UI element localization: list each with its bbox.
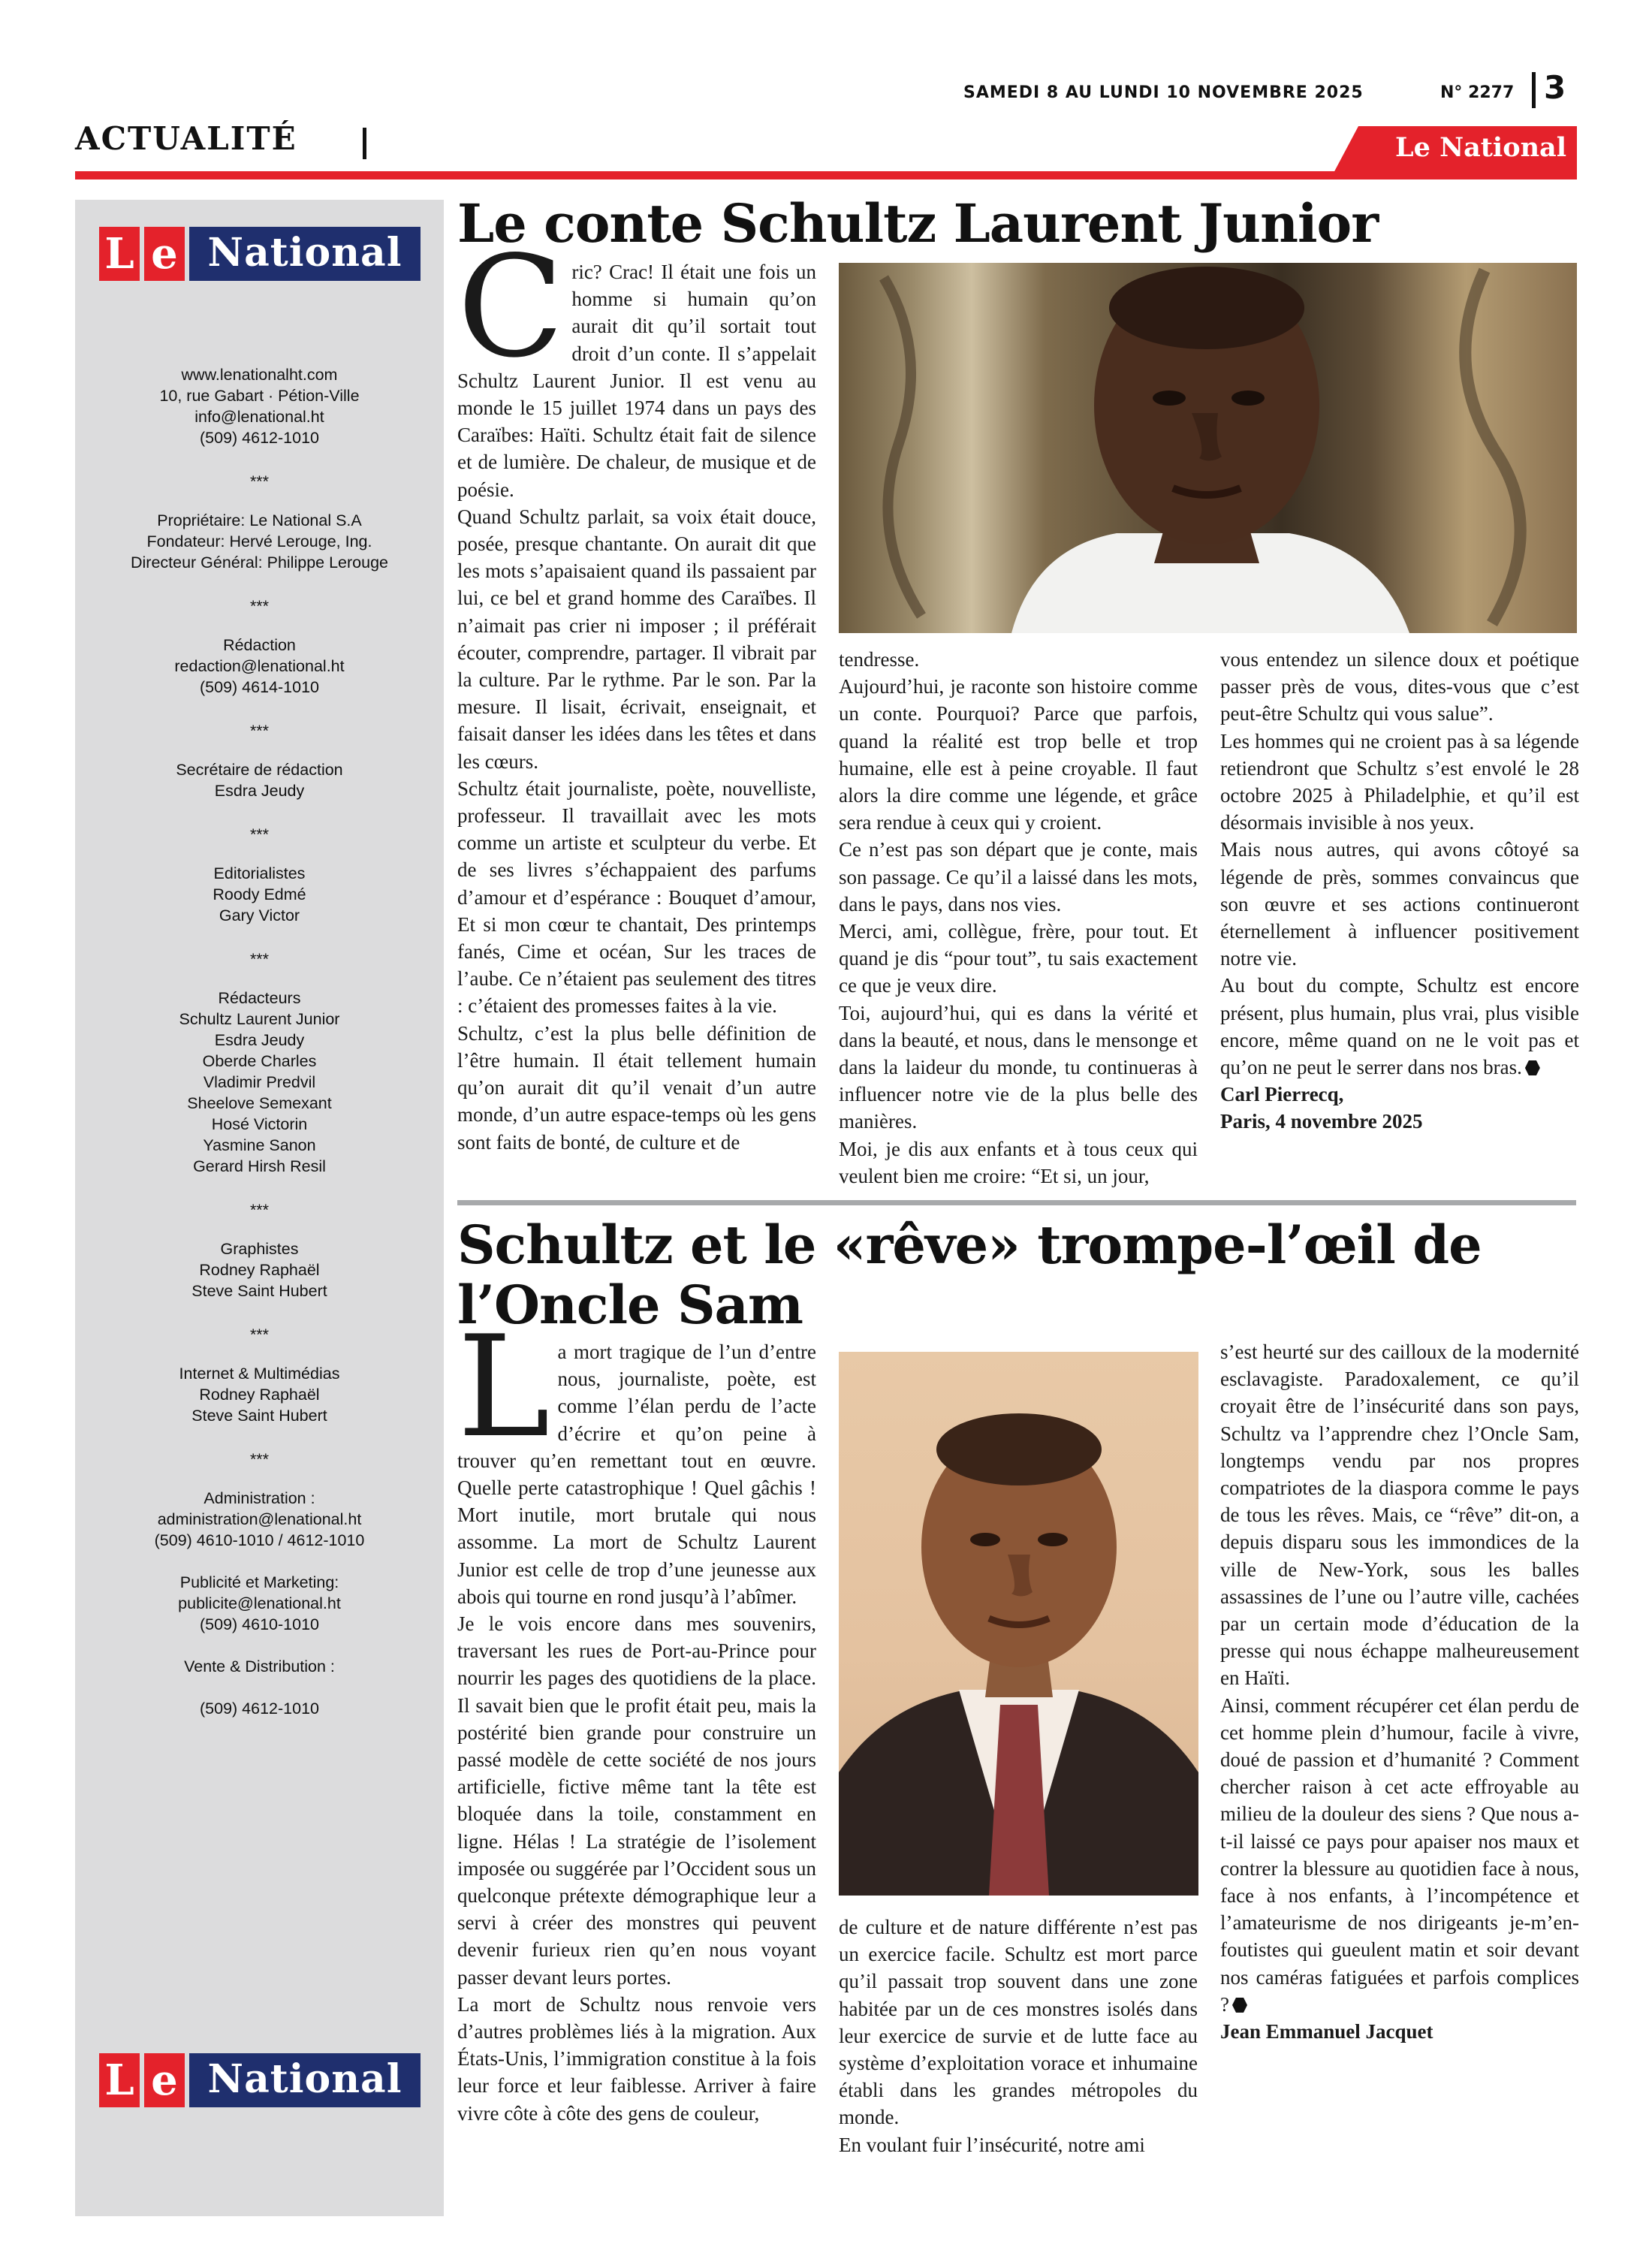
article2-last-paragraph — [1220, 1692, 1579, 2018]
article2-paragraph: de culture et de nature différente n’est pas un exercice facile. Schultz est mort parce qu’il passait trop souvent dans une zone habitée par un de ces monstres isolés dans leur exercice de survie et de lutte face au système d’exploitation vorace et inhumaine établi dans les grandes métropoles du monde. — [839, 1916, 1198, 2129]
staff-line: Editorialistes — [213, 864, 306, 882]
article2-paragraph: La mort de Schultz nous renvoie vers d’autres problèmes liés à la migration. Aux États-Unis, l’immigration constitue à la fois leur force et leur faiblesse. Arriver à faire vivre côte à côte des gens de couleur, — [457, 1992, 816, 2125]
article2-paragraph: Ainsi, comment récupérer cet élan perdu de cet homme plein d’humour, facile à vivre, doué de passion et d’humanité ? Comment chercher raison à cet acte effroyable au milieu de la douleur des siens ? Que nous a-t-il laissé ce pays pour apaiser nos maux et contrer la blessure au quotidien face à nous, face à nos enfants, à l’incompétence et l’amateurisme de nos dirigeants je-m’en-foutistes qui gueulent matin et soir devant nos caméras fatiguées et parfois complices ? — [1220, 1694, 1579, 2016]
end-of-article-icon — [1525, 1060, 1540, 1075]
logo-letter-l: L — [99, 227, 140, 281]
staff-separator: *** — [249, 1450, 270, 1468]
end-of-article-icon — [1232, 1998, 1247, 2013]
article1-paragraph: Schultz, c’est la plus belle définition de l’être humain. Il était tellement humain qu’on aurait dit qu’il venait d’un autre monde, d’un autre espace-temps où les gens sont faits de bonté, de culture et de — [457, 1021, 816, 1154]
staff-line: Internet & Multimédias — [179, 1365, 340, 1383]
logo-top — [99, 227, 421, 281]
article1-paragraph: Moi, je dis aux enfants et à tous ceux qui veulent bien me croire: “Et si, un jour, — [839, 1137, 1198, 1187]
article1-paragraph: Toi, aujourd’hui, qui es dans la vérité et dans la beauté, et nous, dans le mensonge et dans la laideur du monde, tu continueras à influencer notre vie de la plus belle des manières. — [839, 1001, 1198, 1133]
logo-word: National — [189, 227, 421, 281]
staff-line: (509) 4612-1010 — [200, 1700, 319, 1718]
article2-paragraph: a mort tragique de l’un d’entre nous, journaliste, poète, est comme l’élan perdu de l’acte d’écrire et qu’on peine à trouver qu’en remettant tout en œuvre. Quelle perte catastrophique ! Quel gâchis ! Mort inutile, mort brutale qui nous assomme. La mort de Schultz Laurent Junior est celle de trop d’une jeunesse aux abois qui tourne en rond jusqu’à l’abîmer. — [457, 1341, 816, 1608]
staff-line: Gary Victor — [219, 906, 300, 924]
staff-line: publicite@lenational.ht — [178, 1594, 341, 1612]
staff-line: Vente & Distribution : — [184, 1657, 335, 1675]
article1-paragraph: Quand Schultz parlait, sa voix était douce, posée, presque chantante. On aurait dit que les mots s’apaisaient quand ils passaient par lui, ce bel et grand homme des Caraïbes. Il n’aimait pas crier ni imposer ; il préférait écouter, comprendre, partager. Il vibrait par la culture. Par le rythme. Par le son. Par la mesure. Il lisait, écrivait, enseignait, et faisait danser les idées dans les têtes et dans les cœurs. — [457, 505, 816, 773]
staff-line: Schultz Laurent Junior — [179, 1010, 340, 1028]
article1-column-3 — [1220, 646, 1579, 1136]
staff-line: Steve Saint Hubert — [191, 1407, 327, 1425]
staff-line — [75, 1677, 444, 1698]
article1-paragraph: Merci, ami, collègue, frère, pour tout. Et quand je dis “pour tout”, tu sais exactement ce que je veux dire. — [839, 920, 1198, 997]
staff-line: Publicité et Marketing: — [179, 1573, 339, 1591]
staff-line — [75, 1635, 444, 1656]
section-divider — [363, 128, 366, 159]
staff-line: Rédacteurs — [218, 989, 301, 1007]
article-divider — [457, 1200, 1576, 1205]
staff-line: redaction@lenational.ht — [174, 657, 345, 675]
staff-line: administration@lenational.ht — [157, 1510, 362, 1528]
staff-box — [75, 364, 444, 1719]
staff-line: Secrétaire de rédaction — [176, 761, 343, 779]
staff-line: Oberde Charles — [202, 1052, 317, 1070]
staff-line: Vladimir Predvil — [203, 1073, 316, 1091]
page-number: 3 — [1544, 69, 1566, 106]
article1-paragraph: ric? Crac! Il était une fois un homme si humain qu’on aurait dit qu’il sortait tout droit d’un conte. Il s’appelait Schultz Laurent Junior. Il est venu au monde le 15 juillet 1974 dans un pays des Caraïbes: Haïti. Schultz était fait de silence et de lumière. De chaleur, de musique et de poésie. — [457, 261, 816, 501]
article1-paragraph: Les hommes qui ne croient pas à sa légende retiendront que Schultz s’est envolé le 28 octobre 2025 à Philadelphie, et qu’il est désormais invisible à nos yeux. — [1220, 729, 1579, 834]
article2-paragraph: s’est heurté sur des cailloux de la modernité esclavagiste. Paradoxalement, ce qu’il croyait être de l’insécurité dans son pays, Schultz va l’apprendre chez l’Oncle Sam, longtemps vendu par nos propres compatriotes de la diaspora comme le pays de tous les rêves. Mais, ce “rêve” dit-on, a depuis disparu sous les immondices de la ville de New-York, sous les balles assassines de l’une ou l’autre ville, cachées par un certain mode d’éducation de la presse qui nous échappe malheureusement en Haïti. — [1220, 1341, 1579, 1690]
article1-dropcap: C — [457, 225, 565, 388]
staff-separator: *** — [249, 1326, 270, 1344]
article1-paragraph: Aujourd’hui, je raconte son histoire comme un conte. Pourquoi? Parce que parfois, quand la réalité est trop belle et trop humaine, elle est à peine croyable. Il faut alors la dire comme une légende, et grâce sera rendue à ceux qui y croient. — [839, 675, 1198, 834]
staff-line: Rédaction — [223, 636, 296, 654]
staff-separator: *** — [249, 597, 270, 615]
article1-paragraph: Ce n’est pas son départ que je conte, mais son passage. Ce qu’il a laissé dans les mots, dans le pays, dans nos vies. — [839, 838, 1198, 915]
article1-paragraph: Au bout du compte, Schultz est encore présent, plus humain, plus vrai, plus visible encore, même quand on ne le voit pas et qu’on ne peut le serrer dans nos bras. — [1220, 974, 1579, 1079]
article1-author: Carl Pierrecq, — [1220, 1083, 1344, 1106]
article2-photo — [839, 1352, 1198, 1896]
article1-paragraph: vous entendez un silence doux et poétique passer près de vous, dites-vous que c’est peut-être Schultz qui vous salue”. — [1220, 648, 1579, 725]
staff-line: Administration : — [203, 1489, 315, 1507]
staff-line: Esdra Jeudy — [214, 1031, 305, 1049]
article1-headline: Le conte Schultz Laurent Junior — [457, 192, 1379, 255]
portrait-photo — [839, 263, 1577, 633]
staff-line: 10, rue Gabart · Pétion-Ville — [159, 387, 360, 405]
article2-column-3 — [1220, 1338, 1579, 2045]
article2-paragraph: En voulant fuir l’insécurité, notre ami — [839, 2133, 1145, 2156]
staff-line: Propriétaire: Le National S.A — [157, 511, 362, 529]
article2-column-1 — [457, 1305, 816, 2127]
staff-line: (509) 4614-1010 — [200, 678, 319, 696]
brand-tab-label: Le National — [1395, 132, 1566, 163]
staff-line: Rodney Raphaël — [199, 1386, 320, 1404]
staff-line: Roody Edmé — [213, 885, 306, 903]
staff-separator: *** — [249, 472, 270, 490]
article1-paragraph: Schultz était journaliste, poète, nouvelliste, professeur. Il travaillait avec les mots comme un artiste et sculpteur du verbe. Et de ses livres s’échappaient des parfums d’amour et d’espérance : Bouquet d’amour, Et si mon cœur te chantait, Des printemps fanés, Cime et océan, Sur les traces de l’aube. Ce n’étaient pas seulement des titres : c’étaient des promesses faites à la vie. — [457, 777, 816, 1018]
article1-paragraph: tendresse. — [839, 648, 920, 671]
staff-line: Esdra Jeudy — [214, 782, 305, 800]
article1-column-1 — [457, 225, 816, 1156]
logo-word: National — [189, 2053, 421, 2107]
staff-line: (509) 4610-1010 / 4612-1010 — [154, 1531, 365, 1549]
staff-line: Fondateur: Hervé Lerouge, Ing. — [146, 532, 372, 550]
staff-line: Graphistes — [220, 1240, 299, 1258]
issue-number: N° 2277 — [1440, 83, 1515, 102]
staff-separator: *** — [249, 950, 270, 968]
staff-line: Steve Saint Hubert — [191, 1282, 327, 1300]
logo-letter-e: e — [144, 227, 185, 281]
staff-line: Sheelove Semexant — [187, 1094, 332, 1112]
header-rule — [75, 171, 1577, 179]
staff-separator: *** — [249, 825, 270, 843]
staff-line: (509) 4610-1010 — [200, 1615, 319, 1633]
portrait-photo-sepia — [839, 1352, 1198, 1896]
logo-letter-e: e — [144, 2053, 185, 2107]
staff-line: Directeur Général: Philippe Lerouge — [130, 553, 388, 572]
staff-line: Rodney Raphaël — [199, 1261, 320, 1279]
logo-bottom — [99, 2053, 421, 2107]
header-divider — [1532, 72, 1536, 108]
article1-photo — [839, 263, 1577, 633]
staff-line — [75, 1551, 444, 1572]
article2-paragraph: Je le vois encore dans mes souvenirs, traversant les rues de Port-au-Prince pour nourrir les pages des quotidiens de la place. Il savait bien que le profit était peu, mais la postérité bien grande pour construire un passé modèle de cette société de nos jours artificielle, fictive même tant la tête est bloquée dans la toile, constamment en ligne. Hélas ! La stratégie de l’isolement imposée ou suggérée par l’Occident sous un quelconque prétexte démographique leur a servi à créer des monstres qui peuvent devenir furieux rien qu’en nous voyant passer devant leurs portes. — [457, 1612, 816, 1989]
staff-line: Yasmine Sanon — [203, 1136, 316, 1154]
article2-dropcap: L — [457, 1305, 550, 1468]
staff-line: Gerard Hirsh Resil — [193, 1157, 326, 1175]
staff-line: Hosé Victorin — [211, 1115, 308, 1133]
article1-column-2 — [839, 646, 1198, 1190]
staff-line: info@lenational.ht — [194, 408, 324, 426]
issue-date: SAMEDI 8 AU LUNDI 10 NOVEMBRE 2025 — [963, 83, 1364, 102]
article1-paragraph: Mais nous autres, qui avons côtoyé sa légende de près, sommes convaincus que son œuvre et ses actions continueront éternellement à influencer positivement notre vie. — [1220, 838, 1579, 970]
staff-line: (509) 4612-1010 — [200, 429, 319, 447]
article2-author: Jean Emmanuel Jacquet — [1220, 2020, 1433, 2043]
staff-separator: *** — [249, 1201, 270, 1219]
article2-headline: Schultz et le «rêve» trompe-l’œil de l’Oncle Sam — [457, 1214, 1482, 1336]
section-label: ACTUALITÉ — [75, 120, 297, 157]
article1-dateline: Paris, 4 novembre 2025 — [1220, 1110, 1423, 1133]
logo-letter-l: L — [99, 2053, 140, 2107]
staff-line: www.lenationalht.com — [181, 366, 338, 384]
staff-separator: *** — [249, 722, 270, 740]
article1-last-paragraph — [1220, 972, 1579, 1081]
article2-column-2 — [839, 1914, 1198, 2158]
